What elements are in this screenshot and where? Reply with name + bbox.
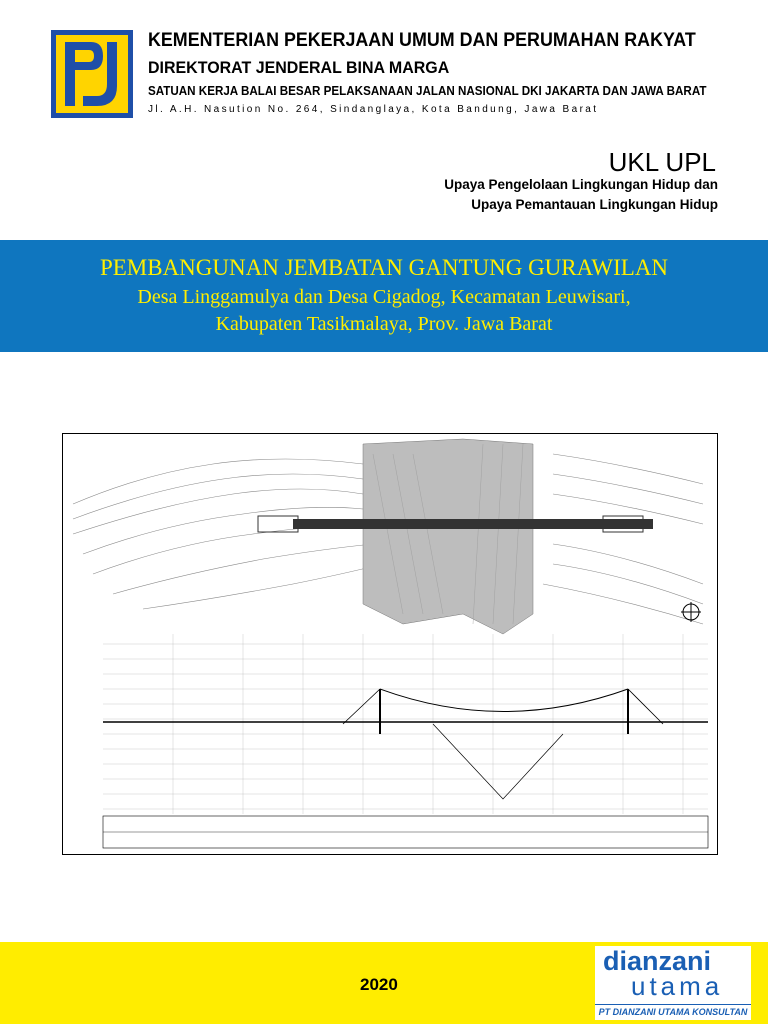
directorate-name: DIREKTORAT JENDERAL BINA MARGA [148,58,450,77]
company-full-name: PT DIANZANI UTAMA KONSULTAN [595,1004,751,1017]
company-logo-word-1: dianzani [603,946,712,976]
office-address: Jl. A.H. Nasution No. 264, Sindanglaya, Kota Bandung, Jawa Barat [148,104,599,115]
document-code: UKL UPL [608,147,716,177]
project-location-1: Desa Linggamulya dan Desa Cigadog, Kecamatan Leuwisari, [137,286,631,308]
work-unit-name: SATUAN KERJA BALAI BESAR PELAKSANAAN JALAN NASIONAL DKI JAKARTA DAN JAWA BARAT [148,84,707,98]
footer-band [0,942,768,1024]
document-subtitle-2: Upaya Pemantauan Lingkungan Hidup [471,197,718,212]
ministry-logo [51,30,133,118]
title-band [0,240,768,352]
ministry-name: KEMENTERIAN PEKERJAAN UMUM DAN PERUMAHAN RAKYAT [148,30,696,51]
company-logo-word-2: utama [631,971,724,1001]
project-location-2: Kabupaten Tasikmalaya, Prov. Jawa Barat [215,313,553,335]
document-subtitle-1: Upaya Pengelolaan Lingkungan Hidup dan [444,177,718,192]
bridge-drawing [62,433,718,855]
project-title: PEMBANGUNAN JEMBATAN GANTUNG GURAWILAN [99,255,669,280]
company-logo [595,946,751,1020]
document-year: 2020 [360,975,398,994]
